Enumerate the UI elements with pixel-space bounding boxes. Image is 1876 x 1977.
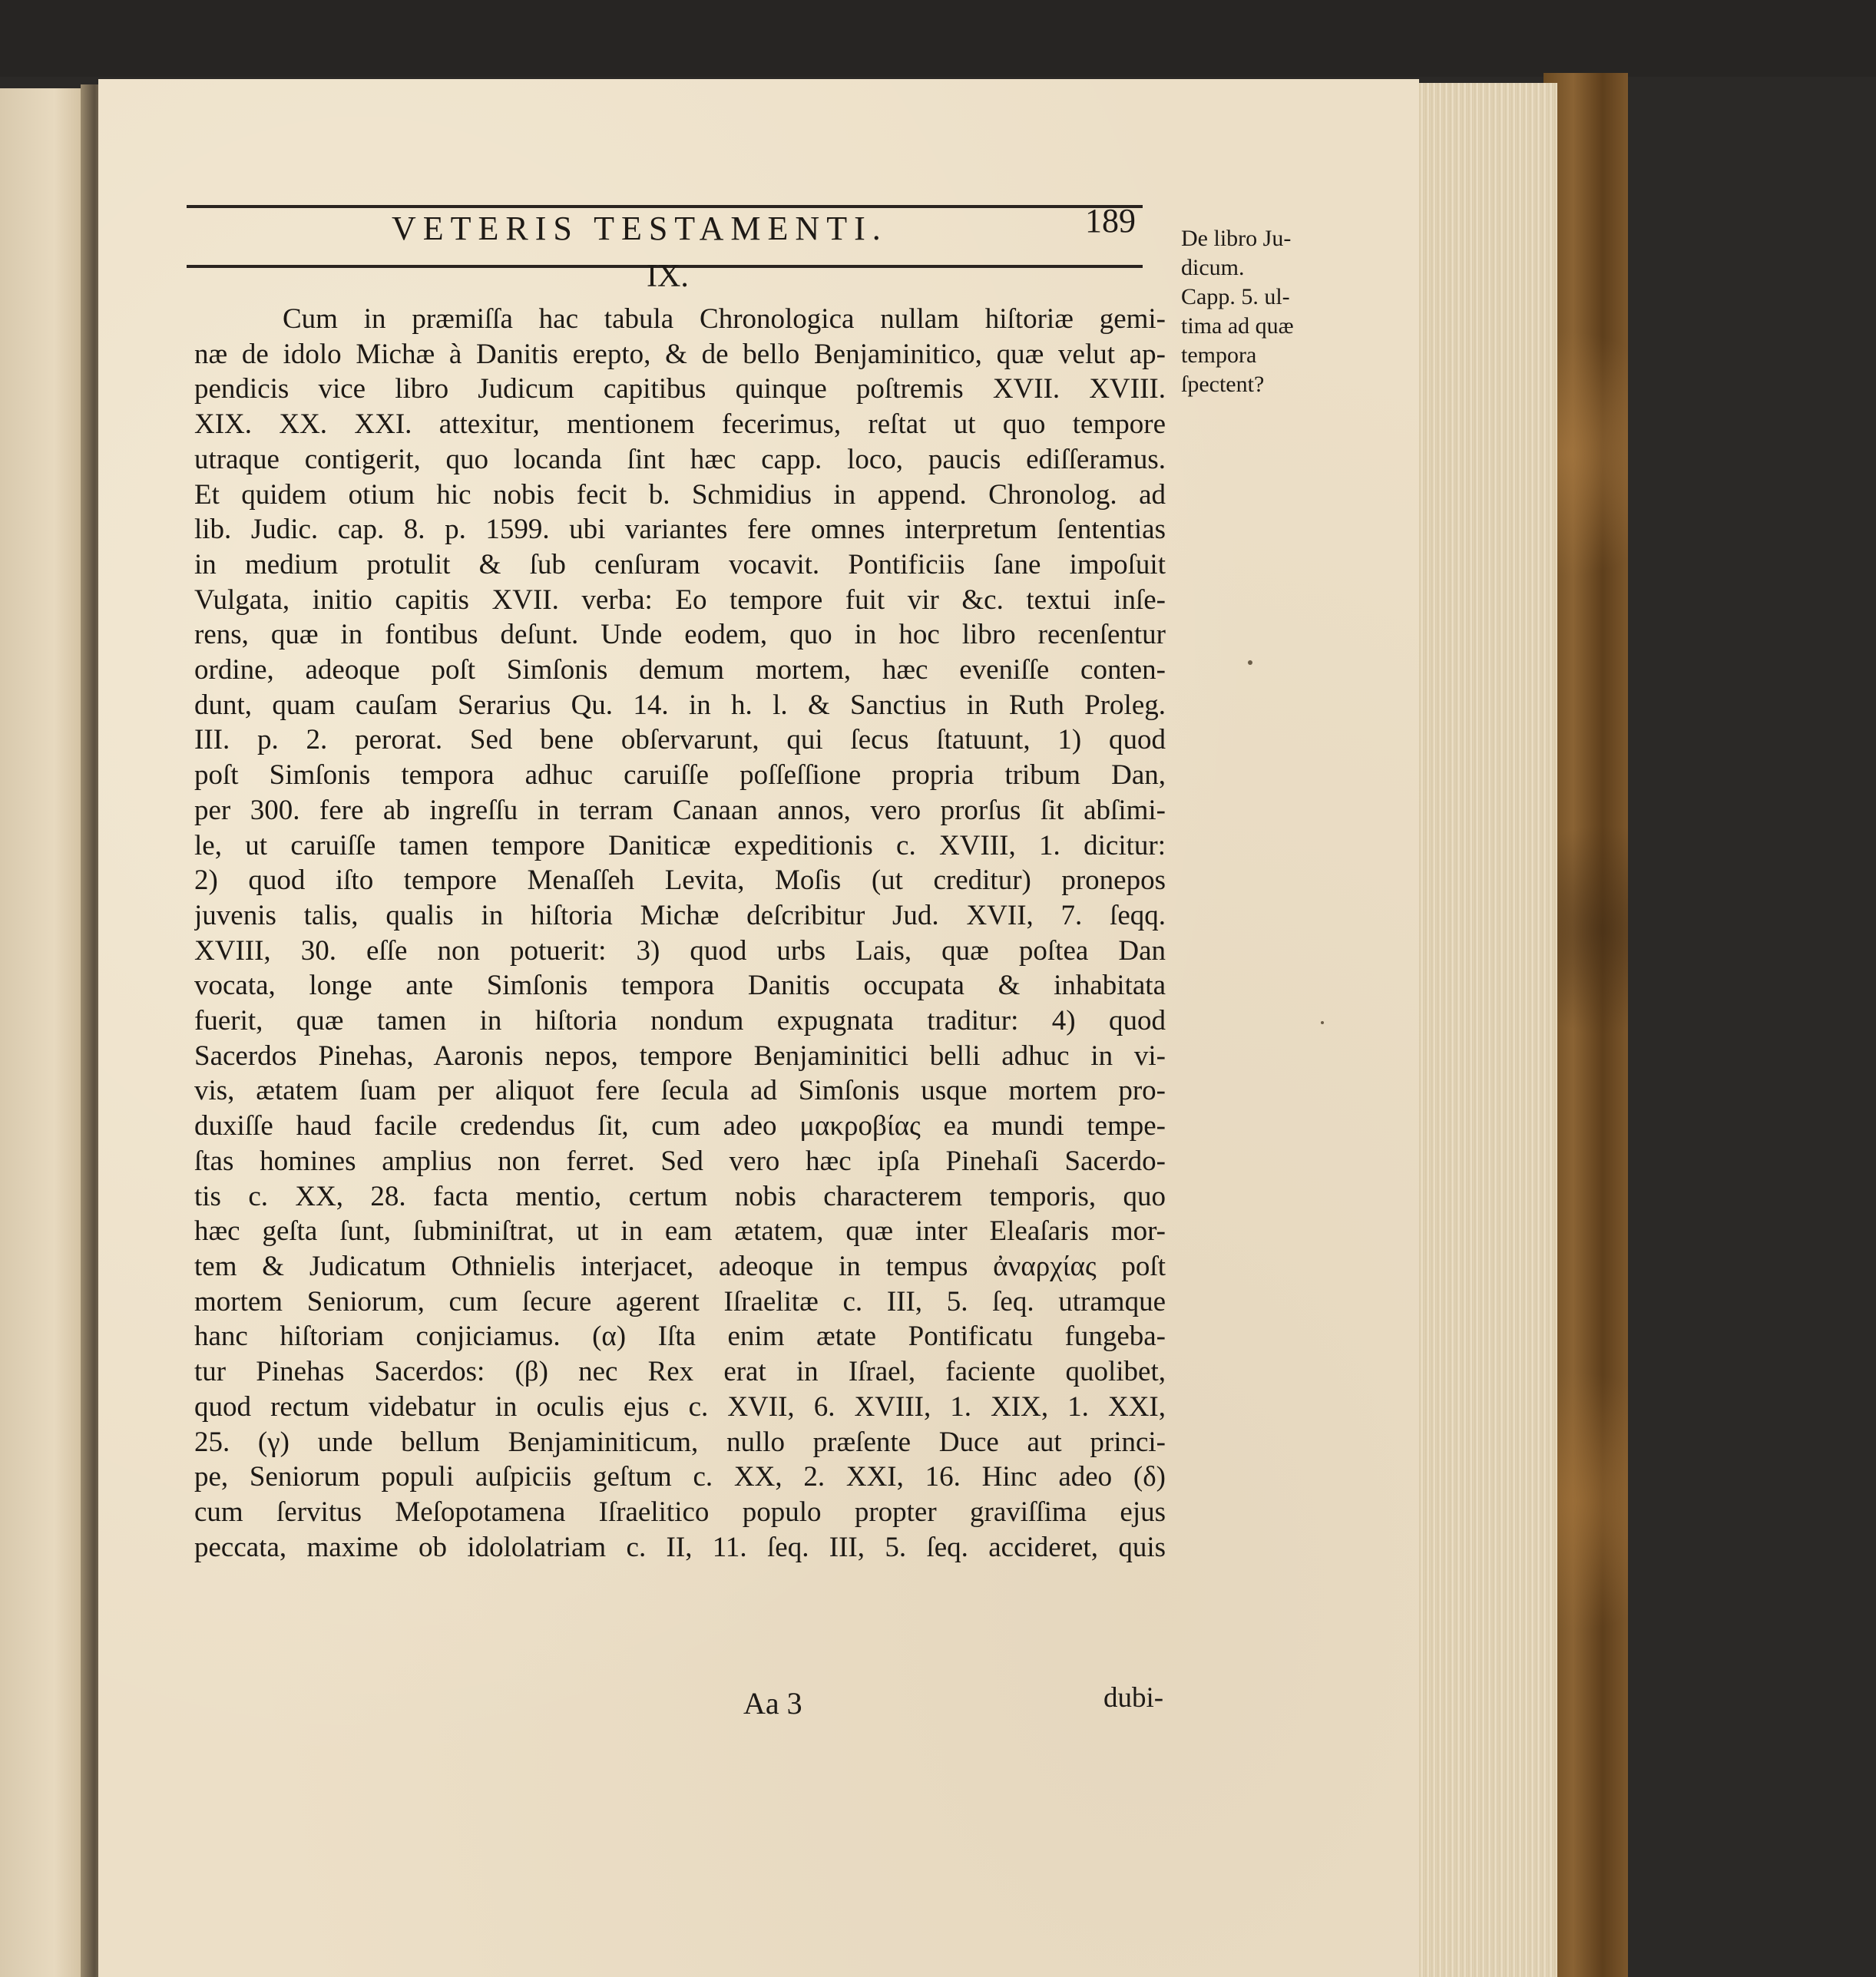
body-line: ſtas homines amplius non ferret. Sed vero hæc ipſa Pinehaſi Sacerdo-	[194, 1145, 1166, 1177]
body-line: tur Pinehas Sacerdos: (β) nec Rex erat in Iſrael, faciente quolibet,	[194, 1356, 1166, 1388]
body-line: per 300. fere ab ingreſſu in terram Canaan annos, vero prorſus ſit abſimi-	[194, 794, 1166, 826]
body-line: tem & Judicatum Othnielis interjacet, adeoque in tempus ἀναρχίας poſt	[194, 1250, 1166, 1282]
scan-background-top	[0, 0, 1876, 77]
body-line: dunt, quam cauſam Serarius Qu. 14. in h. l. & Sanctius in Ruth Proleg.	[194, 689, 1166, 721]
body-line: quod rectum videbatur in oculis ejus c. XVII, 6. XVIII, 1. XIX, 1. XXI,	[194, 1390, 1166, 1423]
body-line: Vulgata, initio capitis XVII. verba: Eo tempore fuit vir &c. textui inſe-	[194, 584, 1166, 616]
body-line: 25. (γ) unde bellum Benjaminiticum, nullo præſente Duce aut princi-	[194, 1426, 1166, 1458]
body-line: le, ut caruiſſe tamen tempore Daniticæ expeditionis c. XVIII, 1. dicitur:	[194, 829, 1166, 861]
paper-speck	[1321, 1021, 1324, 1024]
body-line: lib. Judic. cap. 8. p. 1599. ubi variantes fere omnes interpretum ſententias	[194, 514, 1166, 546]
body-line: hæc geſta ſunt, ſubminiſtrat, ut in eam ætatem, quæ inter Eleaſaris mor-	[194, 1215, 1166, 1248]
body-line: Sacerdos Pinehas, Aaronis nepos, tempore Benjaminitici belli adhuc in vi-	[194, 1040, 1166, 1072]
body-line: 2) quod iſto tempore Menaſſeh Levita, Moſis (ut creditur) pronepos	[194, 865, 1166, 897]
margin-note-line: tempora	[1181, 342, 1257, 368]
header-rule-top	[187, 205, 1143, 208]
body-line: peccata, maxime ob idololatriam c. II, 11. ſeq. III, 5. ſeq. accideret, quis	[194, 1531, 1166, 1563]
body-line: juvenis talis, qualis in hiſtoria Michæ deſcribitur Jud. XVII, 7. ſeqq.	[194, 899, 1166, 931]
body-line: pendicis vice libro Judicum capitibus quinque poſtremis XVII. XVIII.	[194, 373, 1166, 405]
page-block-edges	[1411, 83, 1557, 1977]
margin-note-line: tima ad quæ	[1181, 313, 1294, 339]
body-line: Cum in præmiſſa hac tabula Chronologica nullam hiſtoriæ gemi-	[283, 303, 1166, 335]
body-line: cum ſervitus Meſopotamena Iſraelitico populo propter graviſſima ejus	[194, 1496, 1166, 1528]
left-page-edge	[0, 88, 91, 1977]
section-number: IX.	[647, 259, 689, 294]
body-line: vis, ætatem ſuam per aliquot fere ſecula ad Simſonis usque mortem pro-	[194, 1075, 1166, 1107]
body-text	[194, 302, 1166, 1565]
signature-mark: Aa 3	[743, 1686, 802, 1721]
page-number: 189	[1085, 202, 1136, 240]
body-line: fuerit, quæ tamen in hiſtoria nondum expugnata traditur: 4) quod	[194, 1005, 1166, 1037]
margin-note-line: ſpectent?	[1181, 372, 1265, 397]
body-line: III. p. 2. perorat. Sed bene obſervarunt, qui ſecus ſtatuunt, 1) quod	[194, 724, 1166, 756]
body-line: utraque contigerit, quo locanda ſint hæc capp. loco, paucis ediſſeramus.	[194, 443, 1166, 475]
body-line: vocata, longe ante Simſonis tempora Danitis occupata & inhabitata	[194, 970, 1166, 1002]
margin-note-line: De libro Ju-	[1181, 226, 1292, 251]
body-line: Et quidem otium hic nobis fecit b. Schmidius in append. Chronolog. ad	[194, 478, 1166, 511]
margin-note-line: Capp. 5. ul-	[1181, 284, 1290, 309]
body-line: hanc hiſtoriam conjiciamus. (α) Iſta enim ætate Pontificatu fungeba-	[194, 1321, 1166, 1353]
body-line: poſt Simſonis tempora adhuc caruiſſe poſſeſſione propria tribum Dan,	[194, 759, 1166, 792]
body-line: tis c. XX, 28. facta mentio, certum nobis characterem temporis, quo	[194, 1180, 1166, 1212]
margin-note-line: dicum.	[1181, 255, 1245, 280]
body-line: pe, Seniorum populi auſpiciis geſtum c. XX, 2. XXI, 16. Hinc adeo (δ)	[194, 1461, 1166, 1493]
catchword: dubi-	[1103, 1682, 1164, 1714]
margin-note	[1181, 224, 1327, 399]
body-line: rens, quæ in fontibus deſunt. Unde eodem, quo in hoc libro recenſentur	[194, 619, 1166, 651]
body-line: duxiſſe haud facile credendus ſit, cum adeo μακροβίας ea mundi tempe-	[194, 1110, 1166, 1142]
body-line: in medium protulit & ſub cenſuram vocavit. Pontificiis ſane impoſuit	[194, 548, 1166, 580]
body-line: XVIII, 30. eſſe non potuerit: 3) quod urbs Lais, quæ poſtea Dan	[194, 934, 1166, 967]
body-line: ordine, adeoque poſt Simſonis demum mortem, hæc eveniſſe conten-	[194, 654, 1166, 686]
body-line: XIX. XX. XXI. attexitur, mentionem fecerimus, reſtat ut quo tempore	[194, 408, 1166, 441]
running-head: VETERIS TESTAMENTI.	[392, 210, 888, 247]
paper-speck	[1248, 660, 1252, 665]
body-line: næ de idolo Michæ à Danitis erepto, & de bello Benjaminitico, quæ velut ap-	[194, 338, 1166, 370]
body-line: mortem Seniorum, cum ſecure agerent Iſraelitæ c. III, 5. ſeq. utramque	[194, 1285, 1166, 1317]
